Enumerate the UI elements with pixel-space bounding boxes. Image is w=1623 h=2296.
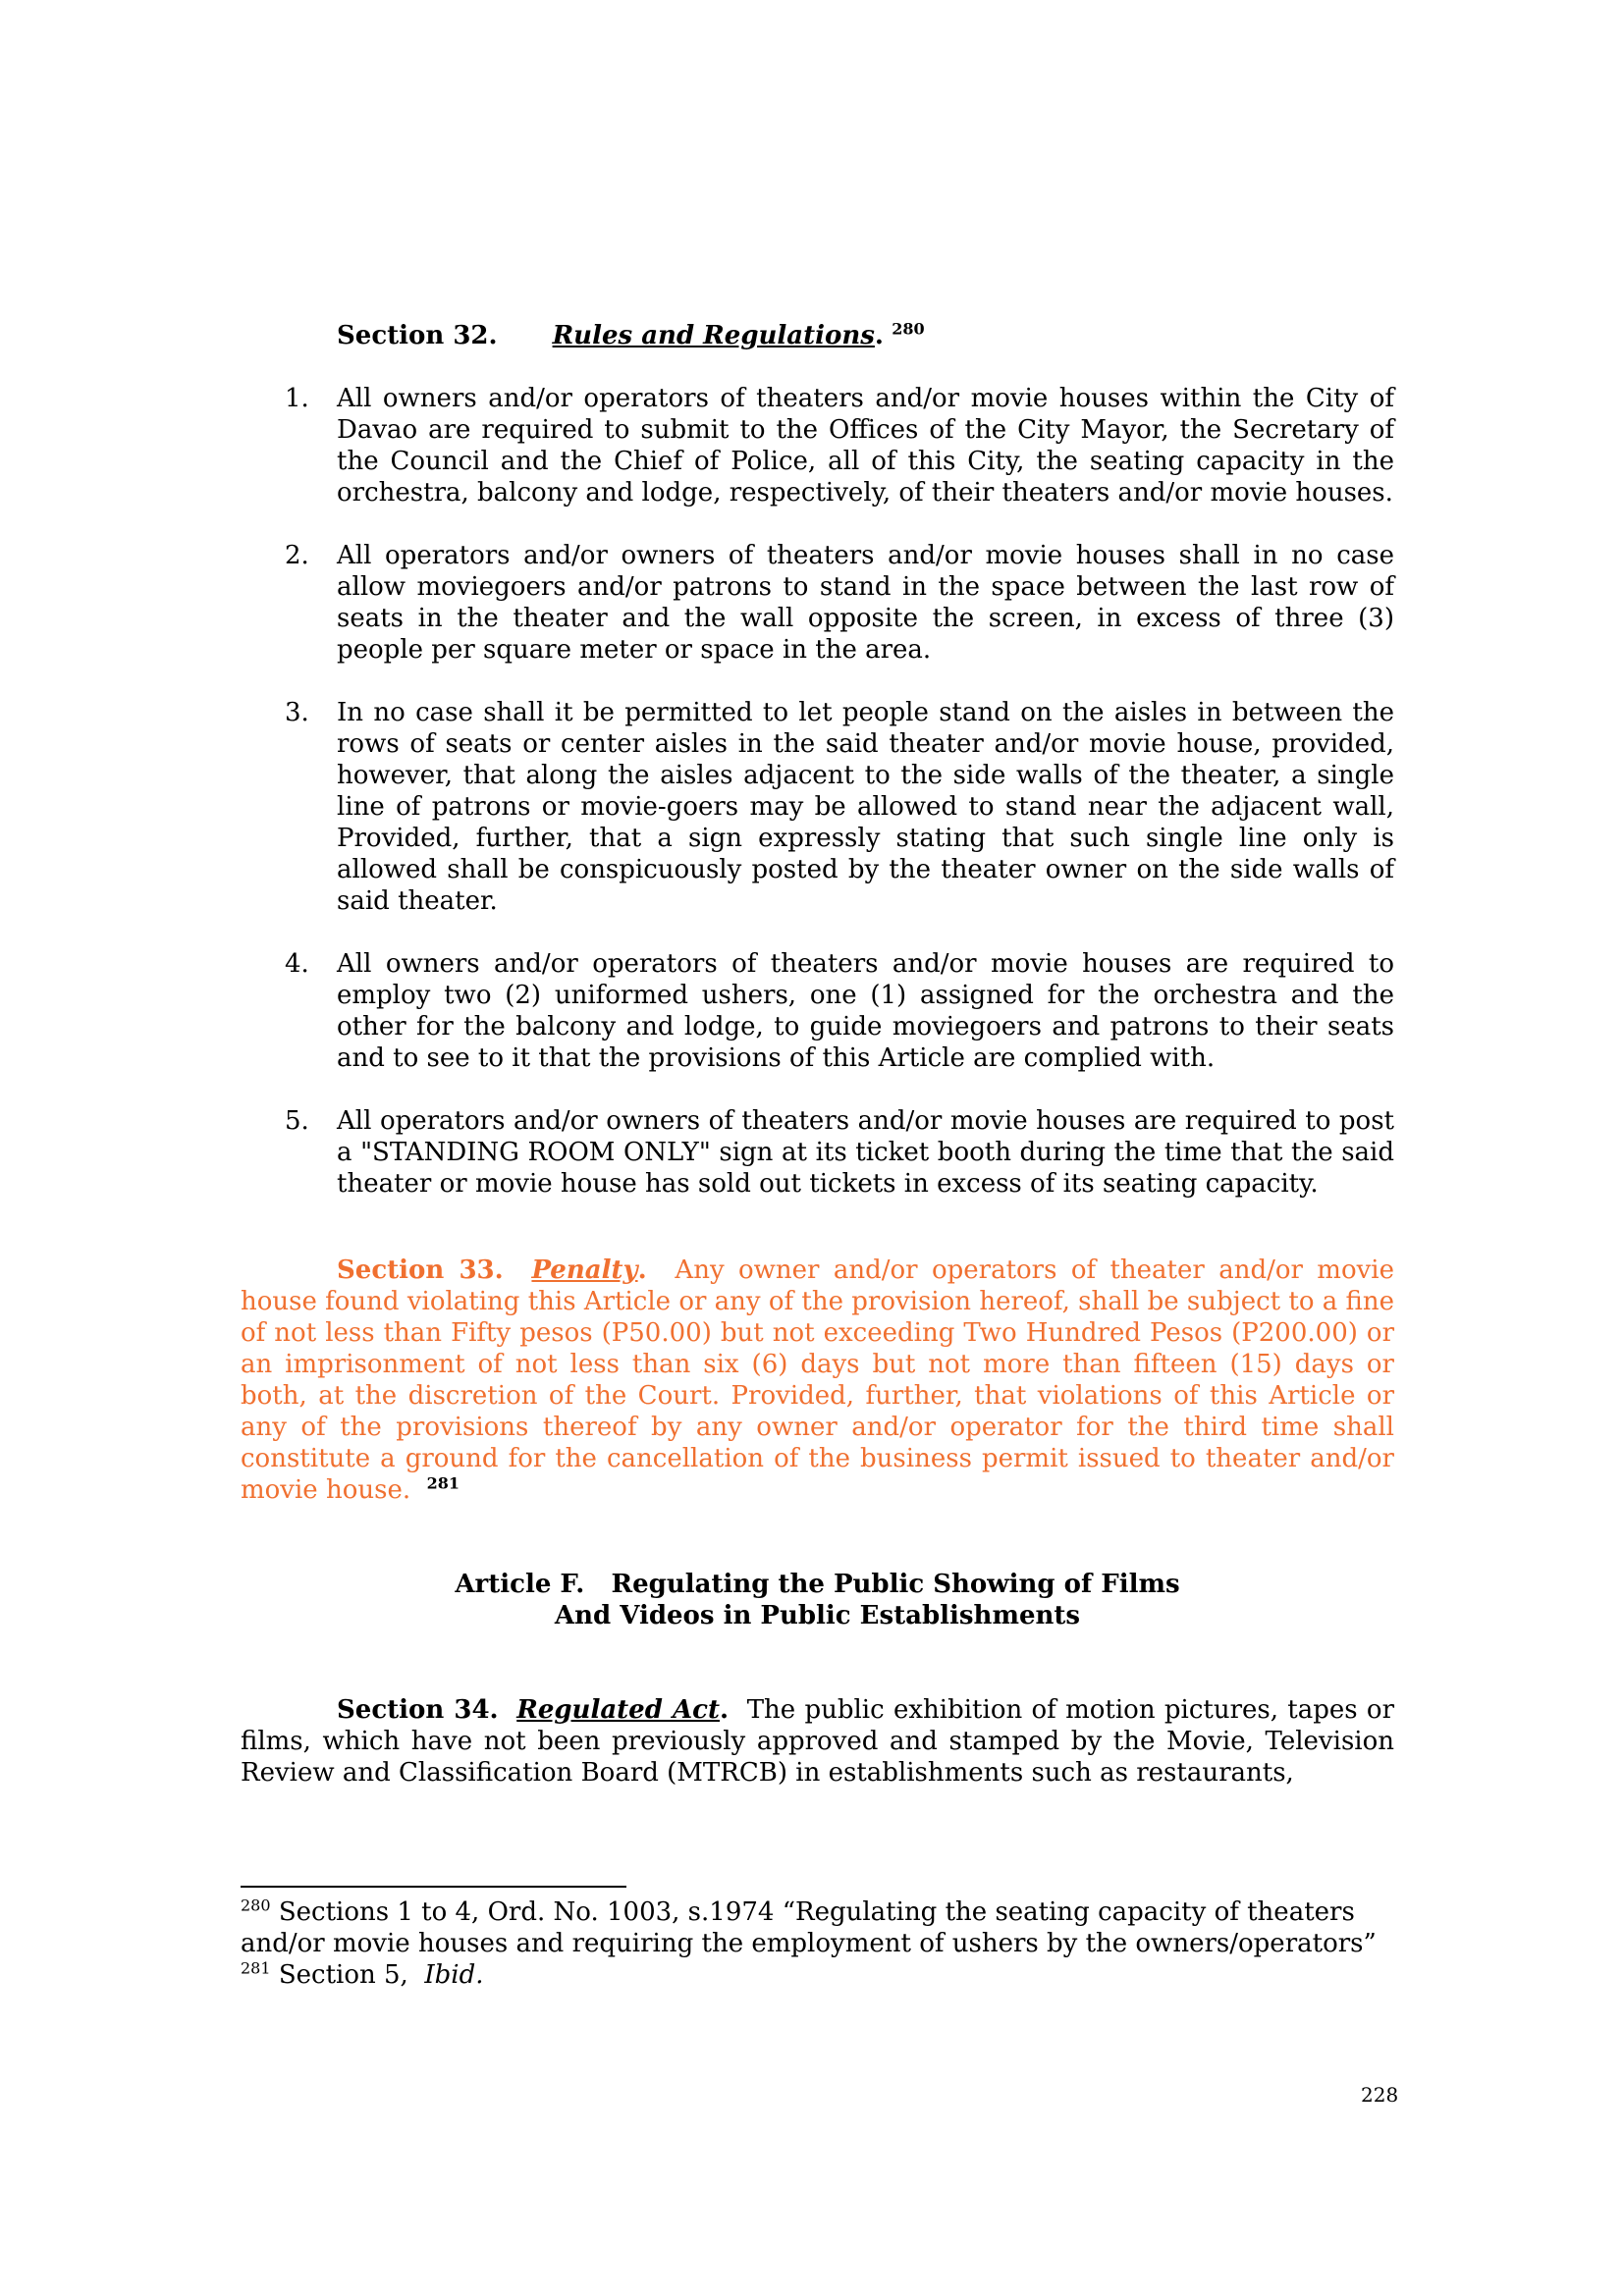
list-item — [285, 948, 1394, 1074]
section-34-text: The public exhibition of motion pictures, tapes or films, which have not been previously approved and stamped by the Movie, Television Review and Classification Board (MTRCB) in establishments such as restaurants, — [241, 1695, 1395, 1788]
list-item-number: 1. — [285, 384, 309, 413]
section-32-period: . — [874, 321, 884, 350]
list-item-text: All operators and/or owners of theaters and/or movie houses are required to post a "STANDING ROOM ONLY" sign at its ticket booth during the time that the said theater or movie house has sold out tickets in excess of its seating capacity. — [337, 1106, 1394, 1199]
section-34-paragraph — [241, 1694, 1394, 1789]
footnote-number: 281 — [241, 1958, 271, 1978]
list-item-text: All owners and/or operators of theaters and/or movie houses are required to employ two (2) uniformed ushers, one (1) assigned for the orchestra and the other for the balcony and lodge, to guide moviegoers and patrons to their seats and to see to it that the provisions of this Article are complied with. — [337, 949, 1394, 1073]
list-item — [285, 540, 1394, 666]
footnote-text: Section 5, — [278, 1960, 408, 1990]
section-32-title: Rules and Regulations — [552, 321, 875, 350]
page-number: 228 — [1361, 2083, 1399, 2107]
list-item-number: 2. — [285, 541, 309, 570]
list-item — [285, 383, 1394, 508]
section-34-title: Regulated Act — [516, 1695, 721, 1725]
footnote-number: 280 — [241, 1896, 271, 1915]
list-item-text: All owners and/or operators of theaters and/or movie houses within the City of Davao are required to submit to the Offices of the City Mayor, the Secretary of the Council and the Chief of Police, all of this City, the seating capacity in the orchestra, balcony and lodge, respectively, of their theaters and/or movie houses. — [337, 384, 1394, 507]
list-item-number: 3. — [285, 698, 309, 727]
article-heading-line-1: Article F. Regulating the Public Showing of Films — [455, 1570, 1180, 1599]
list-item — [285, 697, 1394, 917]
section-32-heading — [337, 320, 925, 351]
list-item-text: In no case shall it be permitted to let people stand on the aisles in between the rows of seats or center aisles in the said theater and/or movie house, provided, however, that along the aisles adjacent to the side walls of the theater, a single line of patrons or movie-goers may be allowed to stand near the adjacent wall, Provided, further, that a sign expressly stating that such single line only is allowed shall be conspicuously posted by the theater owner on the side walls of said theater. — [337, 698, 1394, 916]
article-f-heading — [241, 1569, 1394, 1631]
footnote-text: Sections 1 to 4, Ord. No. 1003, s.1974 “Regulating the seating capacity of theaters and/or movie houses and requiring the employment of ushers by the owners/operators” — [241, 1897, 1377, 1958]
list-item-number: 5. — [285, 1106, 309, 1136]
section-33-text: Any owner and/or operators of theater and/or movie house found violating this Article or any of the provision hereof, shall be subject to a fine of not less than Fifty pesos (P50.00) but not exceeding Two Hundred Pesos (P200.00) or an imprisonment of not less than six (6) days but not more than fifteen (15) days or both, at the discretion of the Court. Provided, further, that violations of this Article or any of the provisions thereof by any owner and/or operator for the third time shall constitute a ground for the cancellation of the business permit issued to theater and/or movie house. — [241, 1255, 1395, 1505]
article-heading-line-2: And Videos in Public Establishments — [554, 1601, 1081, 1630]
section-34-label: Section 34. — [337, 1695, 499, 1725]
section-33-label: Section 33. — [337, 1255, 504, 1285]
footnotes — [241, 1896, 1394, 1991]
footnote-280 — [241, 1896, 1394, 1959]
section-33-period: . — [637, 1255, 647, 1285]
list-item-text: All operators and/or owners of theaters and/or movie houses shall in no case allow moviegoers and/or patrons to stand in the space between the last row of seats in the theater and the wall opposite the screen, in excess of three (3) people per square meter or space in the area. — [337, 541, 1394, 665]
section-32-label: Section 32. — [337, 321, 498, 350]
rules-list — [285, 383, 1394, 1231]
section-33-title: Penalty — [531, 1255, 638, 1285]
list-item-number: 4. — [285, 949, 309, 979]
footnote-separator — [241, 1886, 626, 1888]
footnote-281 — [241, 1959, 1394, 1991]
footnote-ref-281[interactable]: 281 — [426, 1473, 460, 1493]
list-item — [285, 1105, 1394, 1200]
section-33-paragraph — [241, 1255, 1394, 1506]
footnote-italic: Ibid. — [424, 1960, 484, 1990]
footnote-ref-280[interactable]: 280 — [892, 319, 925, 339]
section-34-period: . — [720, 1695, 730, 1725]
